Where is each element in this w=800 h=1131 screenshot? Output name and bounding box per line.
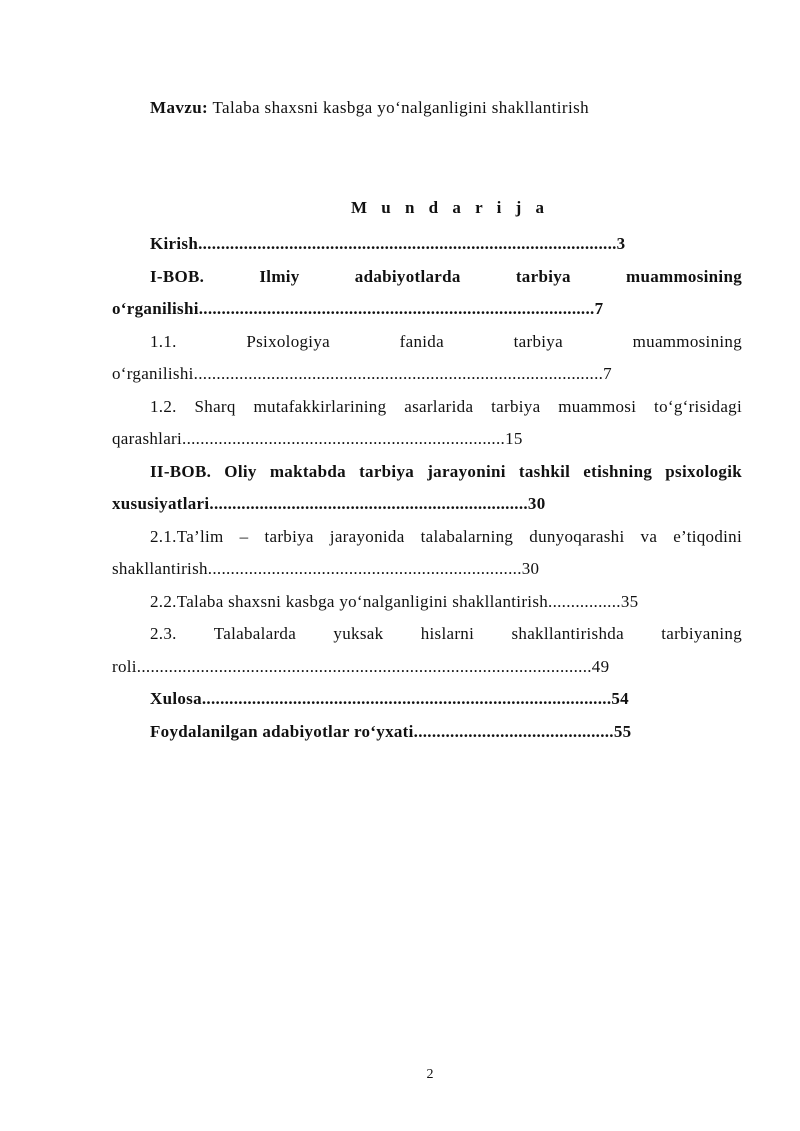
topic-label: Mavzu:	[150, 98, 209, 117]
toc-entry-conclusion: Xulosa..........................................................................................54	[150, 689, 629, 708]
page-number: 2	[426, 1067, 434, 1082]
toc-entry-references: Foydalanilgan adabiyotlar ro‘yxati............................................55	[150, 721, 632, 741]
toc-entry-1-1: 1.1. Psixologiya fanida tarbiya muammosining o‘rganilishi..........................................................................................7	[112, 331, 742, 383]
table-of-contents	[112, 228, 742, 748]
toc-entry-chapter-1: I-BOB. Ilmiy adabiyotlarda tarbiya muammosining o‘rganilishi.......................................................................................7	[112, 266, 742, 318]
toc-entry-1-2: 1.2. Sharq mutafakkirlarining asarlarida tarbiya muammosi to‘g‘risidagi qarashlari.......................................................................15	[112, 396, 742, 448]
topic-text: Talaba shaxsni kasbga yo‘nalganligini shakllantirish	[212, 98, 589, 117]
toc-entry-2-3: 2.3. Talabalarda yuksak hislarni shakllantirishda tarbiyaning roli....................................................................................................49	[112, 624, 742, 676]
toc-entry-introduction: Kirish............................................................................................3	[150, 234, 626, 253]
toc-entry-2-1: 2.1.Ta’lim – tarbiya jarayonida talabalarning dunyoqarashi va e’tiqodini shakllantirish.....................................................................30	[112, 526, 742, 578]
toc-entry-2-2: 2.2.Talaba shaxsni kasbga yo‘nalganligini shakllantirish................35	[150, 591, 639, 611]
topic-line	[150, 98, 589, 118]
toc-entry-chapter-2: II-BOB. Oliy maktabda tarbiya jarayonini tashkil etishning psixologik xususiyatlari......................................................................30	[112, 461, 742, 513]
contents-heading: M u n d a r i j a	[350, 198, 550, 217]
